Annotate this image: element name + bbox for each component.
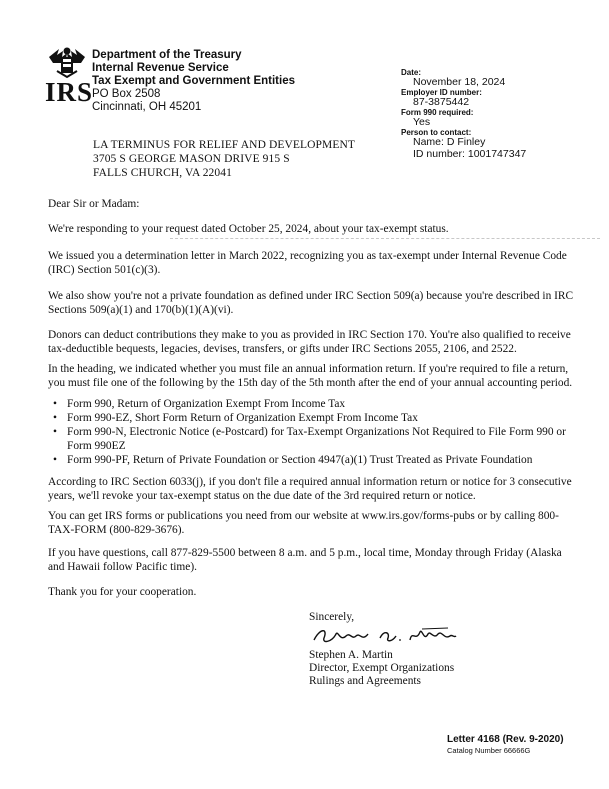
paragraph-7: You can get IRS forms or publications you need from our website at www.irs.gov/forms-pubs or by calling 800-TAX-FORM (800-829-3676).: [48, 510, 559, 537]
paragraph-2: We issued you a determination letter in March 2022, recognizing you as tax-exempt under Internal Revenue Code (IRC) Section 501(c)(3).: [48, 250, 567, 277]
irs-logo-text: IRS: [45, 77, 94, 107]
signer-name: Stephen A. Martin: [309, 649, 393, 661]
scan-streak: [170, 238, 600, 240]
list-item: [53, 453, 578, 467]
list-item-text: Form 990-EZ, Short Form Return of Organization Exempt From Income Tax: [67, 412, 418, 424]
ein-value: 87-3875442: [413, 96, 470, 108]
paragraph-6: According to IRC Section 6033(j), if you don't file a required annual information return or notice for 3 consecutive years, we'll revoke your tax-exempt status on the due date of the 3rd required return or notice.: [48, 476, 572, 503]
signer-title-1: Director, Exempt Organizations: [309, 662, 455, 674]
bullet-icon: •: [53, 412, 57, 424]
recipient-street: 3705 S GEORGE MASON DRIVE 915 S: [93, 153, 290, 165]
paragraph-9: Thank you for your cooperation.: [48, 586, 197, 598]
paragraph-3: We also show you're not a private foundation as defined under IRC Section 509(a) because you're described in IRC Sections 509(a)(1) and 170(b)(1)(A)(vi).: [48, 290, 574, 317]
recipient-city: FALLS CHURCH, VA 22041: [93, 167, 232, 179]
service-name: Internal Revenue Service: [92, 62, 229, 74]
form990-value: Yes: [413, 116, 431, 128]
list-item: [53, 397, 578, 411]
sender-city: Cincinnati, OH 45201: [92, 101, 202, 113]
signer-title-2: Rulings and Agreements: [309, 675, 421, 687]
list-item-text: Form 990, Return of Organization Exempt From Income Tax: [67, 398, 346, 410]
recipient-name: LA TERMINUS FOR RELIEF AND DEVELOPMENT: [93, 139, 356, 151]
paragraph-1: We're responding to your request dated October 25, 2024, about your tax-exempt status.: [48, 223, 449, 235]
list-item: [53, 411, 578, 425]
bullet-icon: •: [53, 426, 57, 438]
paragraph-4: Donors can deduct contributions they make to you as provided in IRC Section 170. You're also qualified to receive tax-deductible bequests, legacies, devises, transfers, or gifts under IRC Sections 2055, 2106, and 2522.: [48, 329, 571, 356]
date-value: November 18, 2024: [413, 76, 506, 88]
list-item: [53, 425, 578, 454]
letter-number: Letter 4168 (Rev. 9-2020): [447, 734, 564, 745]
paragraph-5: In the heading, we indicated whether you must file an annual information return. If you're required to file a return, you must file one of the following by the 15th day of the 5th month after the end of your annual accounting period.: [48, 363, 573, 390]
list-item-text: Form 990-N, Electronic Notice (e-Postcard) for Tax-Exempt Organizations Not Required to File Form 990 or Form 990EZ: [67, 426, 566, 453]
list-item-text: Form 990-PF, Return of Private Foundation or Section 4947(a)(1) Trust Treated as Private Foundation: [67, 454, 533, 466]
salutation: Dear Sir or Madam:: [48, 198, 140, 210]
paragraph-8: If you have questions, call 877-829-5500 between 8 a.m. and 5 p.m., local time, Monday through Friday (Alaska and Hawaii follow Pacific time).: [48, 547, 562, 574]
catalog-number: Catalog Number 66666G: [447, 746, 531, 755]
closing: Sincerely,: [309, 611, 355, 623]
contact-id: ID number: 1001747347: [413, 148, 527, 160]
bullet-icon: •: [53, 454, 57, 466]
irs-eagle-logo-icon: [47, 45, 87, 79]
bullet-icon: •: [53, 398, 57, 410]
contact-name: Name: D Finley: [413, 136, 486, 148]
department-name: Department of the Treasury: [92, 49, 242, 61]
division-name: Tax Exempt and Government Entities: [92, 75, 296, 87]
ein-label: Employer ID number:: [401, 88, 482, 97]
contact-label: Person to contact:: [401, 128, 472, 137]
date-label: Date:: [401, 68, 422, 77]
form990-label: Form 990 required:: [401, 108, 474, 117]
handwritten-signature: [310, 624, 460, 648]
po-box: PO Box 2508: [92, 88, 161, 100]
